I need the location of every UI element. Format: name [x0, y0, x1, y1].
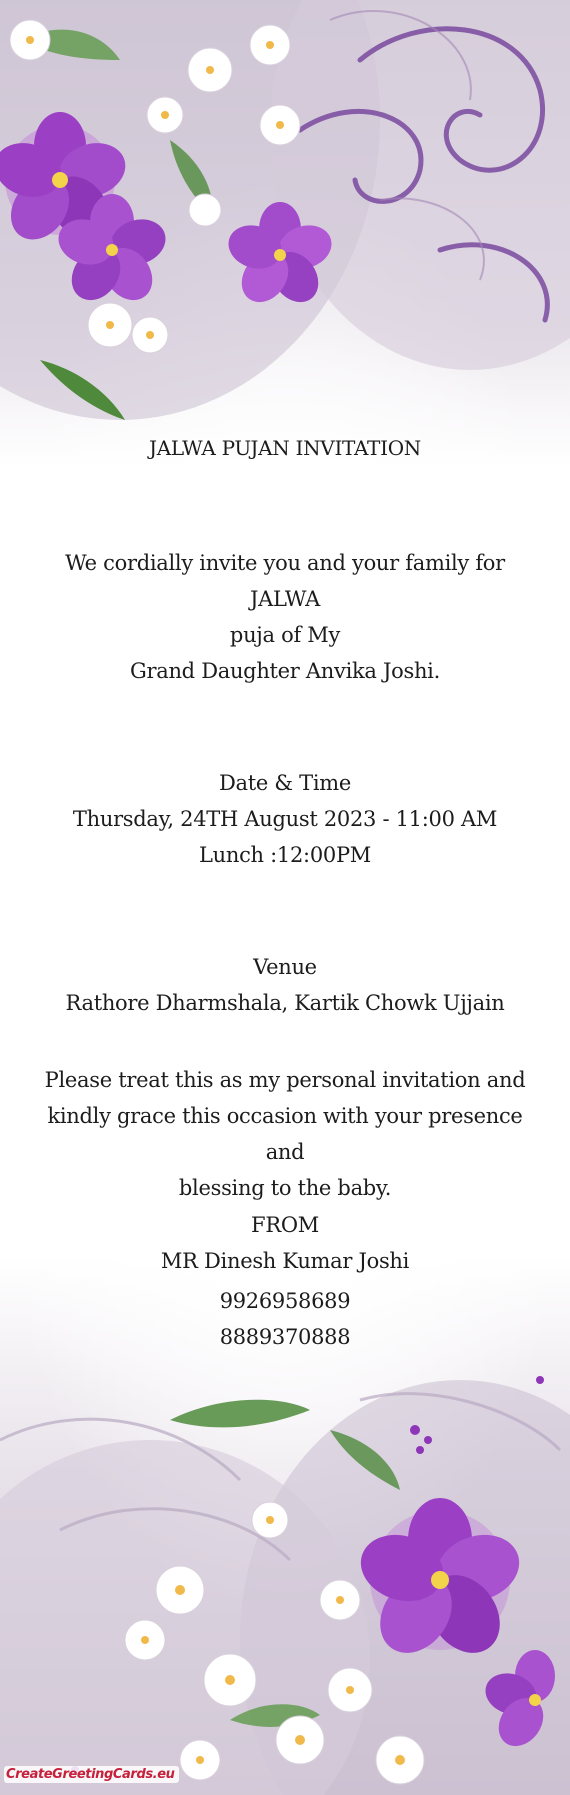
- note-line-2: kindly grace this occasion with your presence and: [47, 1104, 523, 1164]
- site-watermark-link[interactable]: CreateGreetingCards.eu: [4, 1766, 179, 1783]
- invite-line-3: Grand Daughter Anvika Joshi.: [130, 659, 440, 683]
- phone-number-2: 8889370888: [219, 1325, 351, 1349]
- invitation-message: [30, 545, 540, 689]
- date-time-value: Thursday, 24TH August 2023 - 11:00 AM: [72, 807, 498, 831]
- date-time-label: Date & Time: [218, 771, 352, 795]
- phone-number-1: 9926958689: [219, 1289, 351, 1313]
- lunch-time: Lunch :12:00PM: [199, 843, 371, 867]
- personal-note: [30, 1062, 540, 1206]
- invite-line-1: We cordially invite you and your family for JALWA: [65, 551, 505, 611]
- note-line-3: blessing to the baby.: [178, 1176, 392, 1200]
- from-label: FROM: [251, 1213, 319, 1237]
- invitation-title: JALWA PUJAN INVITATION: [149, 436, 421, 460]
- from-name: MR Dinesh Kumar Joshi: [160, 1249, 410, 1273]
- invite-line-2: puja of My: [229, 623, 341, 647]
- note-line-1: Please treat this as my personal invitation and: [44, 1068, 526, 1092]
- venue-label: Venue: [253, 955, 317, 979]
- venue-value: Rathore Dharmshala, Kartik Chowk Ujjain: [65, 991, 505, 1015]
